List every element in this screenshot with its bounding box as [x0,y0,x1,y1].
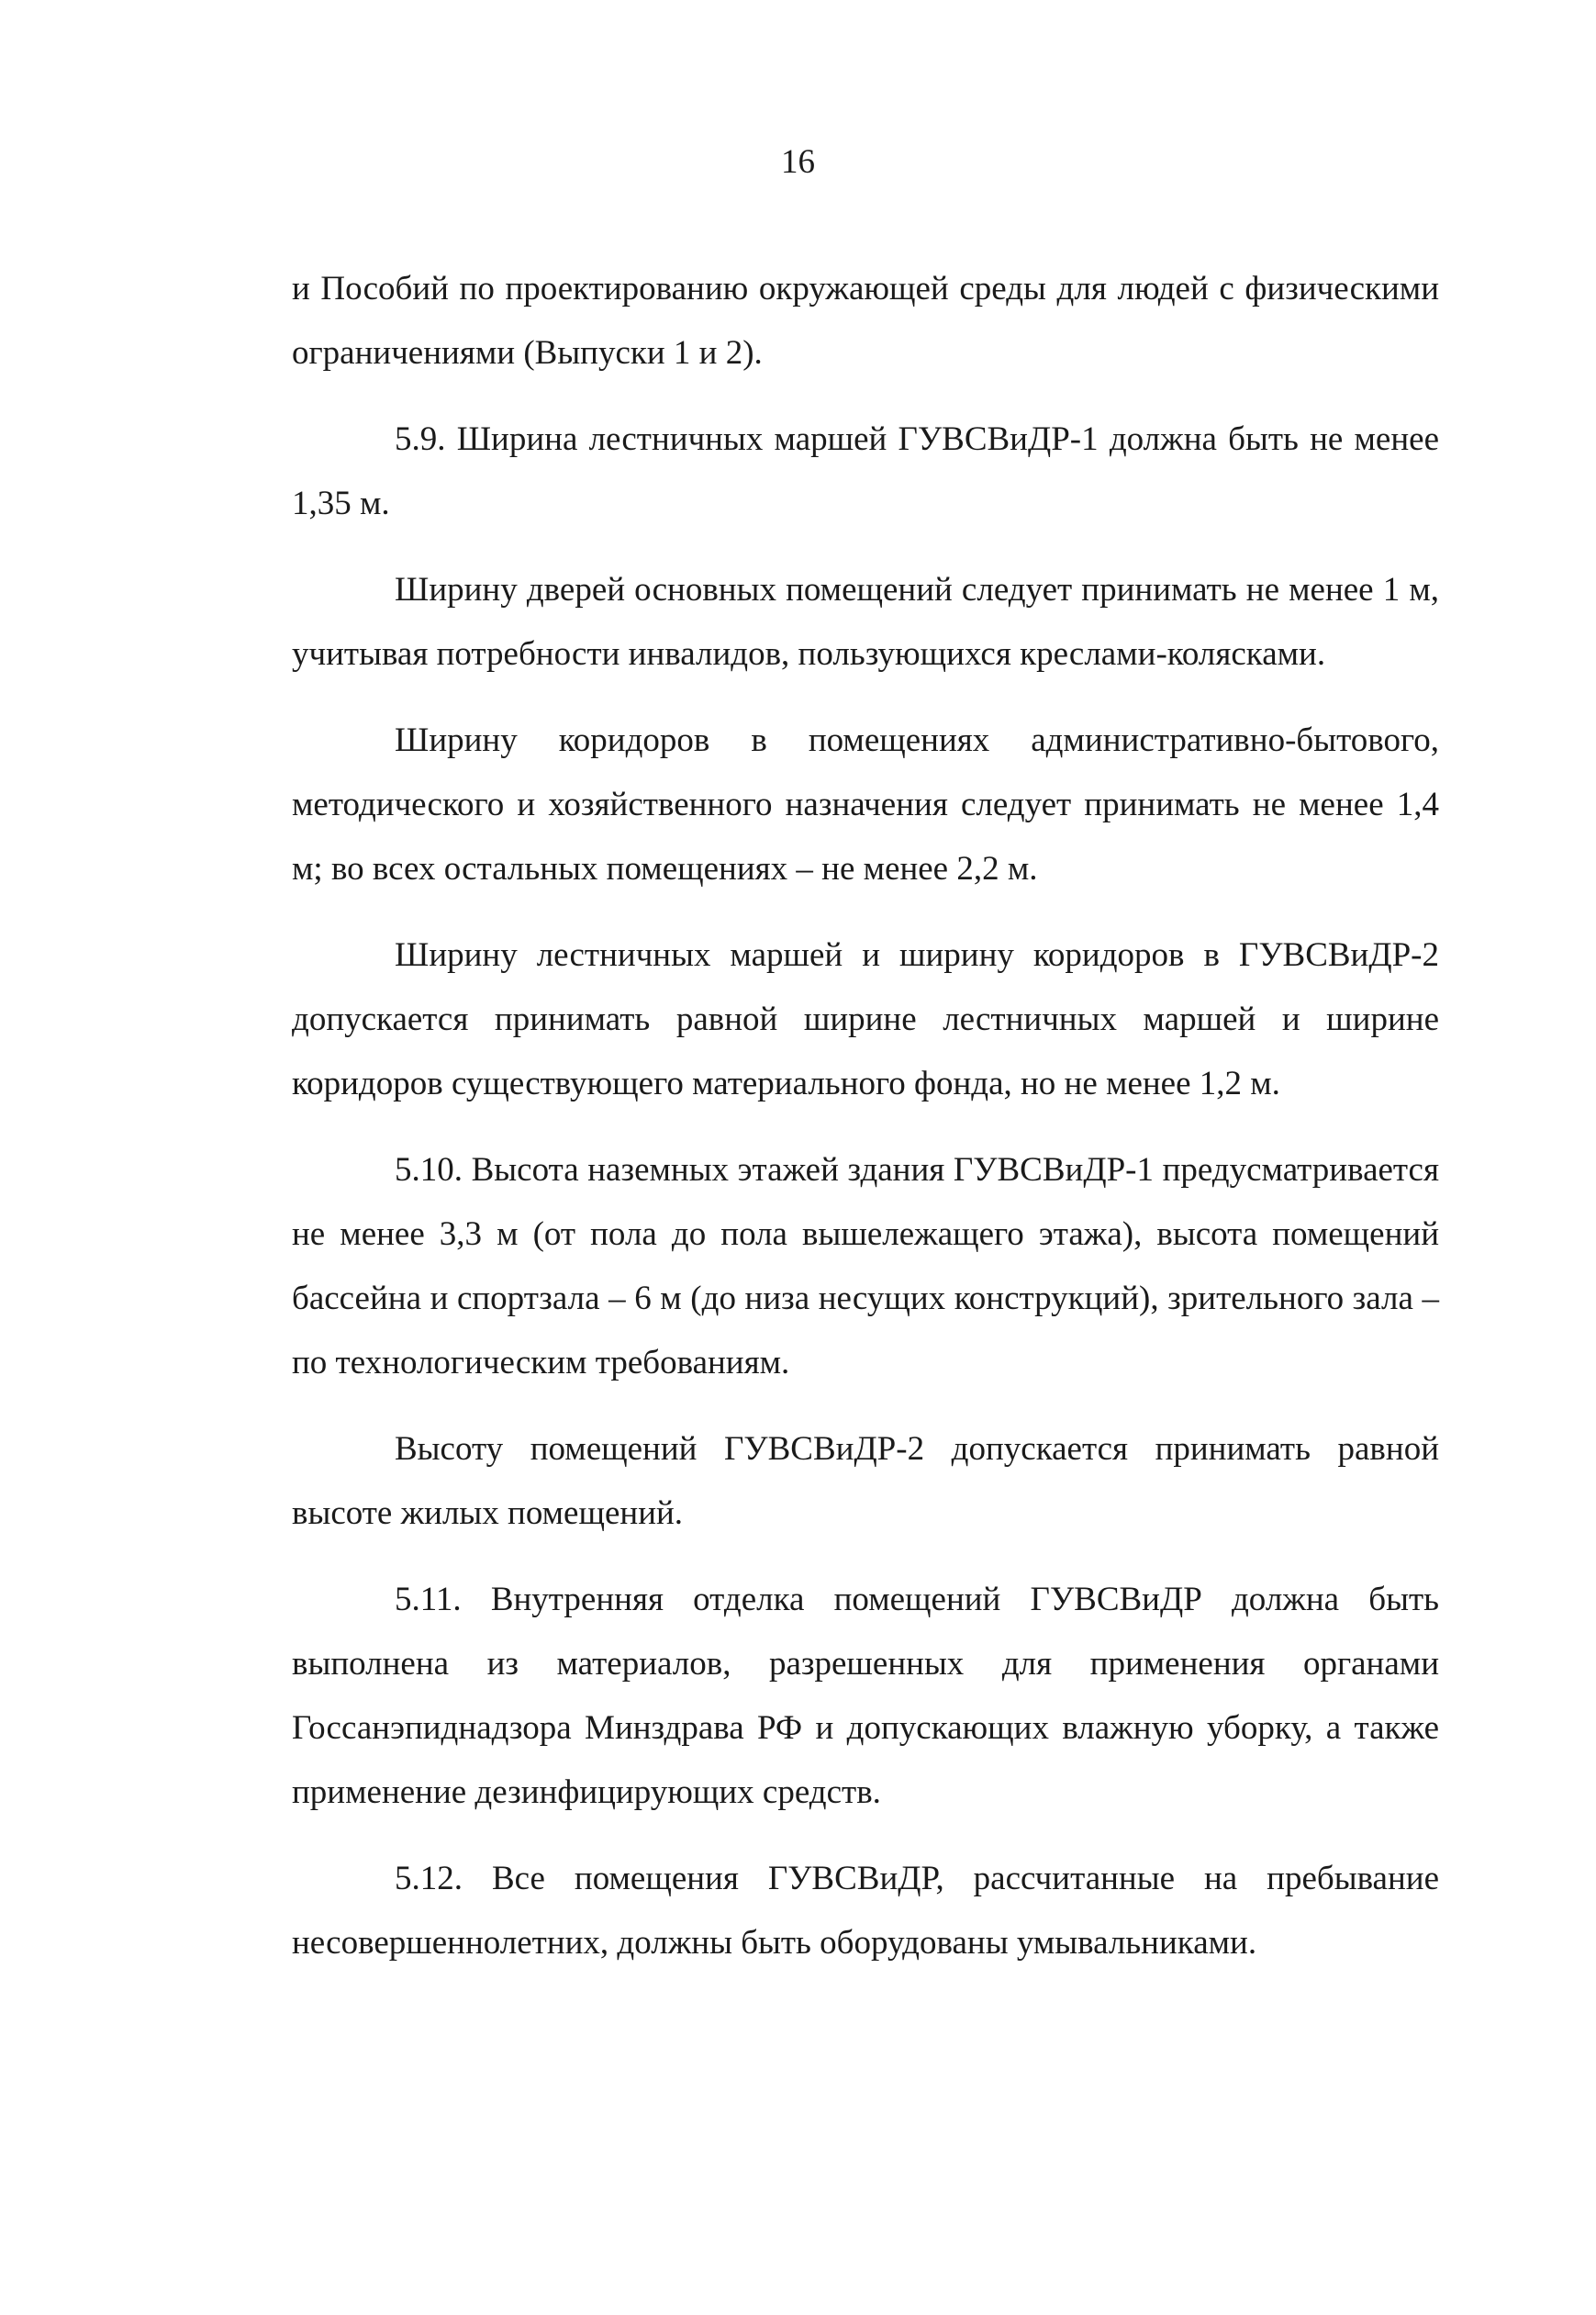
page-number: 16 [781,143,815,181]
paragraph-5-9: 5.9. Ширина лестничных маршей ГУВСВиДР-1 должна быть не менее 1,35 м. [292,420,1439,522]
paragraph-gvsvidr-2-height: Высоту помещений ГУВСВиДР-2 допускается принимать равной высоте жилых помещений. [292,1430,1439,1532]
paragraph-5-10: 5.10. Высота наземных этажей здания ГУВСВиДР-1 предусматривается не менее 3,3 м (от пола до пола вышележащего этажа), высота помещений бассейна и спортзала – 6 м (до низа несущих конструкций), зрительного зала – по технологическим требованиям. [292,1151,1439,1381]
paragraph-5-12: 5.12. Все помещения ГУВСВиДР, рассчитанные на пребывание несовершеннолетних, должны быть оборудованы умывальниками. [292,1860,1439,1962]
paragraph-gvsvidr-2-widths: Ширину лестничных маршей и ширину коридоров в ГУВСВиДР-2 допускается принимать равной ширине лестничных маршей и ширине коридоров существующего материального фонда, но не менее 1,2 м. [292,936,1439,1102]
paragraph-corridor-width: Ширину коридоров в помещениях административно-бытового, методического и хозяйственного назначения следует принимать не менее 1,4 м; во всех остальных помещениях – не менее 2,2 м. [292,721,1439,888]
paragraph-continuation: и Пособий по проектированию окружающей среды для людей с физическими ограничениями (Выпуски 1 и 2). [292,270,1439,372]
document-body [292,257,1439,1997]
paragraph-door-width: Ширину дверей основных помещений следует принимать не менее 1 м, учитывая потребности инвалидов, пользующихся креслами-колясками. [292,571,1439,673]
paragraph-5-11: 5.11. Внутренняя отделка помещений ГУВСВиДР должна быть выполнена из материалов, разрешенных для применения органами Госсанэпиднадзора Минздрава РФ и допускающих влажную уборку, а также применение дезинфицирующих средств. [292,1581,1439,1811]
